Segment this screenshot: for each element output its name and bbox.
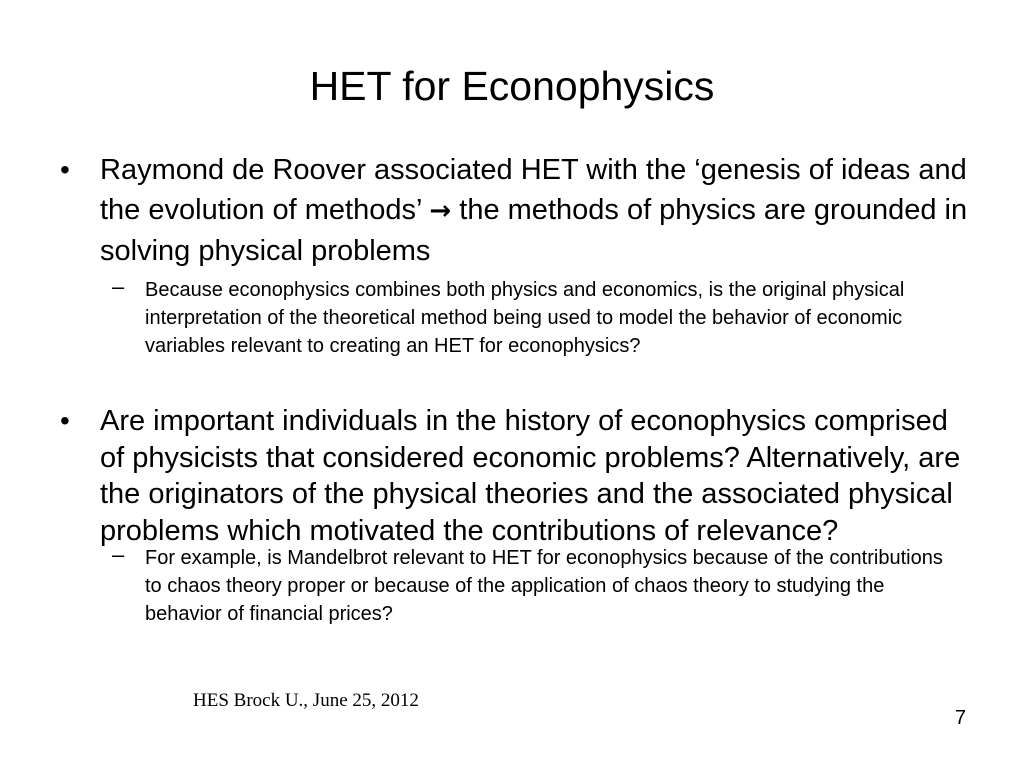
bullet-marker: • bbox=[60, 405, 70, 436]
sub-bullet-item-1 bbox=[112, 274, 965, 360]
bullet-text-part-1: Raymond de Roover associated HET with the ‘genesis of ideas and the evolution of methods’ bbox=[100, 154, 967, 226]
bullet-item-2 bbox=[60, 403, 980, 549]
bullet-marker: • bbox=[60, 154, 70, 185]
sub-bullet-text: For example, is Mandelbrot relevant to HET for econophysics because of the contributions to chaos theory proper or because of the application of chaos theory to studying the behavior of financial prices? bbox=[145, 547, 943, 625]
slide-footer: HES Brock U., June 25, 2012 bbox=[193, 690, 419, 711]
slide-title: HET for Econophysics bbox=[309, 63, 715, 109]
slide-number: 7 bbox=[954, 707, 966, 729]
bullet-text-part-2: the methods of physics are grounded in solving physical problems bbox=[100, 194, 968, 267]
bullet-text: Are important individuals in the history of econophysics comprised of physicists that considered economic problems? Alternatively, are the originators of the physical theories and the associated physical problems which motivated the contributions of relevance? bbox=[100, 405, 961, 547]
sub-bullet-text: Because econophysics combines both physics and economics, is the original physical interpretation of the theoretical method being used to model the behavior of economic variables relevant to creating an HET for econophysics? bbox=[145, 279, 905, 357]
sub-bullet-marker: – bbox=[112, 274, 125, 299]
bullet-item-1 bbox=[60, 150, 980, 271]
sub-bullet-marker: – bbox=[112, 542, 125, 567]
right-arrow-icon: → bbox=[429, 196, 452, 226]
sub-bullet-item-2 bbox=[112, 542, 965, 628]
